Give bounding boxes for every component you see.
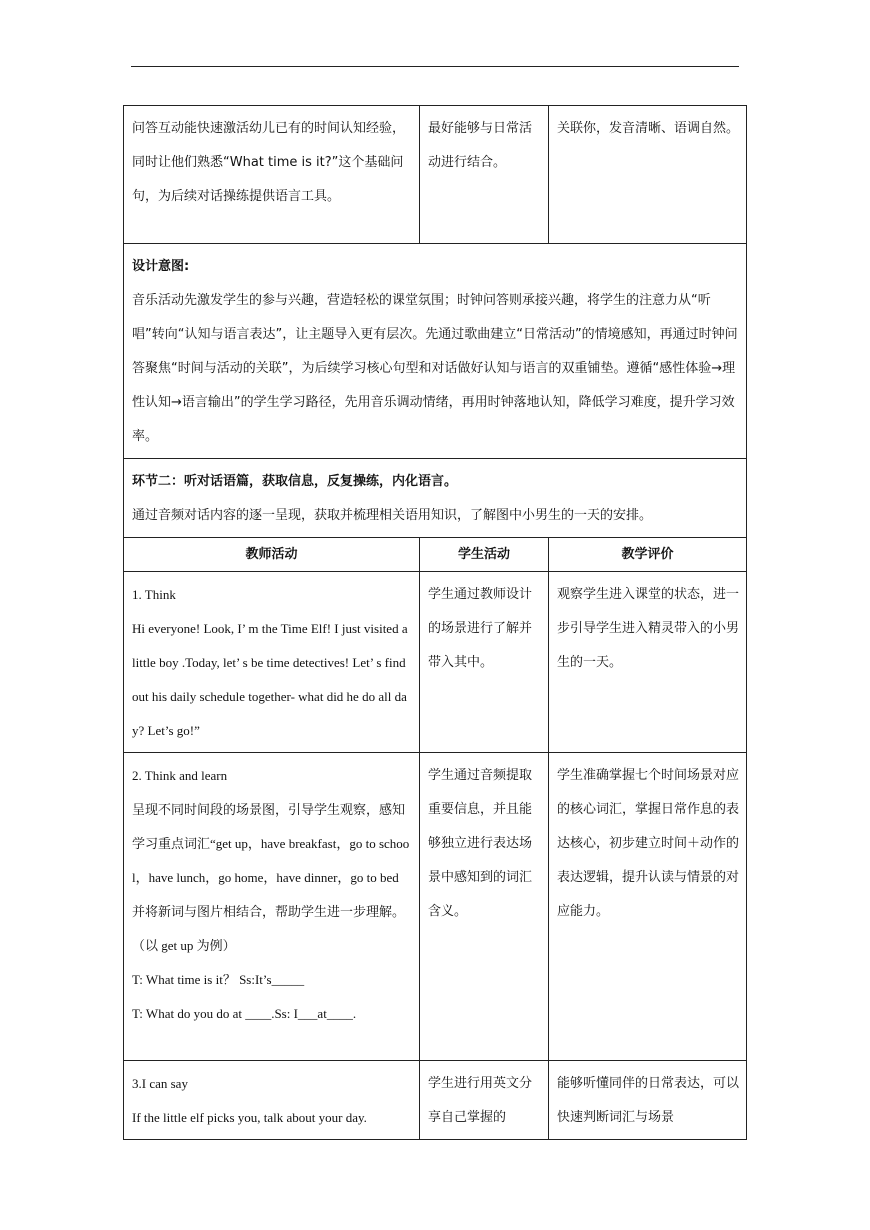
- table-row: [124, 753, 747, 1061]
- column-header-teacher: 教师活动: [124, 538, 420, 572]
- section-two-title: 环节二：听对话语篇，获取信息，反复操练，内化语言。: [132, 474, 458, 489]
- evaluation-cell: [549, 106, 747, 244]
- step-two-example: （以 get up 为例）: [132, 938, 236, 953]
- evaluation-text: 关联你，发音清晰、语调自然。: [557, 121, 740, 136]
- step-one-teacher-cell: [124, 572, 420, 753]
- step-one-student-cell: [420, 572, 549, 753]
- lesson-plan-table: [123, 105, 747, 1140]
- column-header-student: 学生活动: [420, 538, 549, 572]
- step-two-question-one: T: What time is it？ Ss:It’s_____: [132, 972, 305, 987]
- student-activity-text: 最好能够与日常活动进行结合。: [428, 121, 533, 170]
- table-row: [124, 244, 747, 459]
- table-row: [124, 572, 747, 753]
- step-three-teacher-cell: [124, 1061, 420, 1140]
- step-three-student-text: 学生进行用英文分享自己掌握的: [428, 1076, 533, 1125]
- column-header-row: [124, 538, 747, 572]
- step-three-student-cell: [420, 1061, 549, 1140]
- step-two-student-text: 学生通过音频提取重要信息，并且能够独立进行表达场景中感知到的词汇含义。: [428, 768, 533, 919]
- step-one-evaluation-cell: [549, 572, 747, 753]
- table-row: [124, 106, 747, 244]
- table-row: [124, 459, 747, 538]
- step-one-evaluation-text: 观察学生进入课堂的状态，进一步引导学生进入精灵带入的小男生的一天。: [557, 587, 740, 670]
- step-two-heading: 2. Think and learn: [132, 768, 228, 783]
- header-rule: [131, 66, 739, 67]
- step-two-teacher-cell: [124, 753, 420, 1061]
- step-three-evaluation-cell: [549, 1061, 747, 1140]
- step-one-text: Hi everyone! Look, I’ m the Time Elf! I just visited a little boy .Today, let’ s be time detectives! Let’ s find out his daily schedule together- what did he do all day? Let’s go!”: [132, 621, 408, 738]
- step-one-heading: 1. Think: [132, 587, 176, 602]
- design-intent-title: 设计意图:: [132, 259, 190, 274]
- teacher-activity-cell: [124, 106, 420, 244]
- step-three-text: If the little elf picks you, talk about your day.: [132, 1110, 367, 1125]
- column-header-evaluation: 教学评价: [549, 538, 747, 572]
- step-three-heading: 3.I can say: [132, 1076, 188, 1091]
- teacher-activity-text: 问答互动能快速激活幼儿已有的时间认知经验，同时让他们熟悉“What time is it?”这个基础问句，为后续对话操练提供语言工具。: [132, 121, 406, 204]
- step-one-student-text: 学生通过教师设计的场景进行了解并带入其中。: [428, 587, 533, 670]
- step-three-evaluation-text: 能够听懂同伴的日常表达，可以快速判断词汇与场景: [557, 1076, 740, 1125]
- step-two-question-two: T: What do you do at ____.Ss: I___at____.: [132, 1006, 357, 1021]
- design-intent-body: 音乐活动先激发学生的参与兴趣，营造轻松的课堂氛围；时钟问答则承接兴趣，将学生的注意力从“听唱”转向“认知与语言表达”，让主题导入更有层次。先通过歌曲建立“日常活动”的情境感知，再通过时钟问答聚焦“时间与活动的关联”，为后续学习核心句型和对话做好认知与语言的双重铺垫。遵循“感性体验→理性认知→语言输出”的学生学习路径，先用音乐调动情绪，再用时钟落地认知，降低学习难度，提升学习效率。: [132, 293, 738, 444]
- step-two-evaluation-text: 学生准确掌握七个时间场景对应的核心词汇，掌握日常作息的表达核心，初步建立时间＋动作的表达逻辑，提升认读与情景的对应能力。: [557, 768, 740, 919]
- step-two-evaluation-cell: [549, 753, 747, 1061]
- step-two-text: 呈现不同时间段的场景图，引导学生观察，感知学习重点词汇“get up，have breakfast，go to school，have lunch，go home，have dinner，go to bed 并将新词与图片相结合，帮助学生进一步理解。: [132, 802, 410, 919]
- section-two-intro: 通过音频对话内容的逐一呈现，获取并梳理相关语用知识，了解图中小男生的一天的安排。: [132, 508, 653, 523]
- table-row: [124, 1061, 747, 1140]
- step-two-student-cell: [420, 753, 549, 1061]
- section-two-cell: [124, 459, 747, 538]
- student-activity-cell: [420, 106, 549, 244]
- design-intent-cell: [124, 244, 747, 459]
